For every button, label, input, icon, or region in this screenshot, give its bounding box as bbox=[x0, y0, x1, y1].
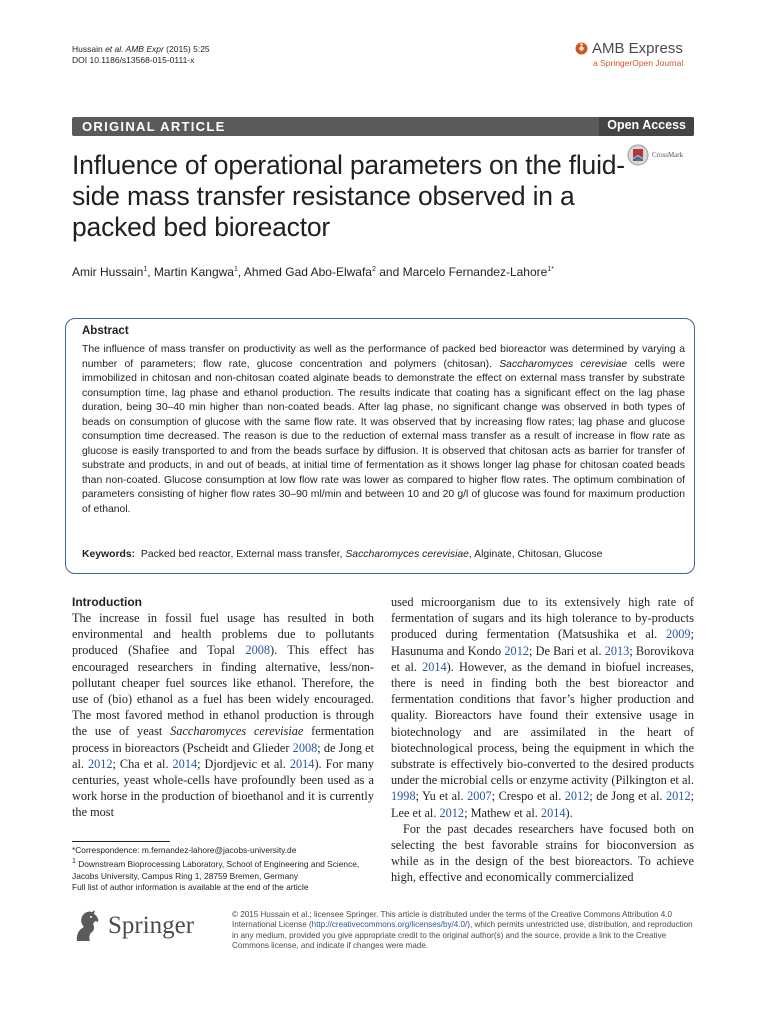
open-access-badge: Open Access bbox=[599, 117, 694, 136]
publisher-logo bbox=[72, 909, 194, 943]
body-paragraph: For the past decades researchers have focused both on selecting the best favorable strains for bioconversion as while as in the design of the best bioreactors. To achieve high, effective and economically commercialized bbox=[391, 821, 694, 885]
body-paragraph: used microorganism due to its extensively high rate of fermentation of sugars and its high tolerance to by-products produced during fermentation (Matsushika et al. 2009; Hasunuma and Kondo 2012; De Bari et al. 2013; Borovikova et al. 2014). However, as the demand in biofuel increases, there is need in finding both the best bioreactor and fermentation conditions that favor’s higher production and quality. Bioreactors have found their extensive usage in biotechnology and are assimilated in the heart of biotechnological process, being the equipment in which the substrate is effectively bio-converted to the desired products under the microbial cells or enzyme activity (Pilkington et al. 1998; Yu et al. 2007; Crespo et al. 2012; de Jong et al. 2012; Lee et al. 2012; Mathew et al. 2014). bbox=[391, 595, 695, 820]
body-column-right bbox=[391, 594, 694, 886]
journal-name: AMB Express bbox=[592, 40, 683, 57]
citation-link[interactable]: 2014 bbox=[422, 659, 447, 674]
citation-link[interactable]: 2014 bbox=[172, 756, 198, 771]
author-affiliation: 2 bbox=[371, 266, 376, 273]
amb-logo-icon bbox=[575, 42, 588, 55]
citation-link[interactable]: 2012 bbox=[439, 805, 465, 820]
citation-journal: et al. AMB Expr bbox=[105, 44, 164, 54]
keywords: Keywords: Packed bed reactor, External mass transfer, Saccharomyces cerevisiae, Alginate, Chitosan, Glucose bbox=[82, 549, 603, 560]
publisher-name: Springer bbox=[108, 912, 195, 939]
citation-link[interactable]: 2012 bbox=[87, 756, 113, 771]
correspondence-note: *Correspondence: m.fernandez-lahore@jacobs-university.de bbox=[72, 845, 297, 855]
journal-subtitle: a SpringerOpen Journal bbox=[593, 58, 684, 68]
crossmark-label: CrossMark bbox=[652, 151, 684, 159]
citation-link[interactable]: 2012 bbox=[504, 643, 529, 658]
author-name: , Ahmed Gad Abo-Elwafa bbox=[237, 265, 372, 279]
citation-link[interactable]: 2008 bbox=[292, 740, 318, 755]
citation-author: Hussain bbox=[72, 44, 106, 54]
citation-link[interactable]: 2012 bbox=[564, 789, 590, 804]
author-affiliation: 1 bbox=[143, 266, 148, 273]
citation-year: (2015) 5:25 bbox=[163, 44, 210, 54]
abstract-box bbox=[65, 318, 695, 574]
author-list bbox=[72, 265, 692, 279]
citation-link[interactable]: 2007 bbox=[467, 789, 492, 804]
author-name: and Marcelo Fernandez-Lahore bbox=[375, 265, 548, 279]
crossmark[interactable] bbox=[627, 144, 683, 166]
license-text: © 2015 Hussain et al.; licensee Springer. This article is distributed under the terms of the Creative Commons Attribution 4.0 International License (http://creativecommons.org/licenses/by/4.0/), which permits unrestricted use, distribution, and reproduction in any medium, provided you give appropriate credit to the original author(s) and the source, provide a link to the Creative Commons license, and indicate if changes were made. bbox=[232, 910, 693, 951]
citation-link[interactable]: 2009 bbox=[665, 627, 691, 642]
citation-link[interactable]: 1998 bbox=[391, 789, 416, 804]
body-column-left bbox=[72, 594, 374, 821]
citation-header bbox=[72, 44, 210, 66]
affiliation-note: $^1$ Downstream Bioprocessing Laboratory, School of Engineering and Science, Jacobs University, Campus Ring 1, 28759 Bremen, Germany bbox=[72, 858, 360, 881]
article-title: Influence of operational parameters on the fluid-side mass transfer resistance observed in a packed bed bioreactor bbox=[72, 150, 625, 242]
full-author-info-note: Full list of author information is available at the end of the article bbox=[72, 882, 309, 893]
footnotes bbox=[72, 845, 377, 893]
citation-link[interactable]: 2008 bbox=[245, 643, 271, 658]
keywords-label: Keywords: bbox=[82, 549, 136, 560]
springer-horse-icon bbox=[72, 909, 102, 943]
section-heading-introduction: Introduction bbox=[72, 595, 142, 609]
citation-link[interactable]: 2013 bbox=[604, 643, 630, 658]
doi: DOI 10.1186/s13568-015-0111-x bbox=[72, 55, 195, 65]
article-type-banner bbox=[72, 117, 694, 136]
author-affiliation: 1* bbox=[547, 266, 554, 273]
body-paragraph: The increase in fossil fuel usage has resulted in both environmental and health problems due to pollutants produced (Shafiee and Topal 2008). This effect has encouraged researchers in finding alternative, less/non-pollutant cheaper fuel sources like ethanol. Therefore, the use of (bio) ethanol as a fuel has been widely encouraged. The most favored method in ethanol production is through the use of yeast Saccharomyces cerevisiae fermentation process in bioreactors (Pscheidt and Glieder 2008; de Jong et al. 2012; Cha et al. 2014; Djordjevic et al. 2014). For many centuries, yeast whole-cells have profoundly been used as a work horse in the production of bioethanol and it is currently the most bbox=[72, 611, 375, 820]
journal-logo bbox=[575, 40, 705, 68]
citation-link[interactable]: 2014 bbox=[540, 805, 566, 820]
abstract-text: The influence of mass transfer on productivity as well as the performance of packed bed bioreactor was determined by varying a number of parameters; flow rate, glucose concentration and polymers (chitosan). Saccharomyces cerevisiae cells were immobilized in chitosan and non-chitosan coated alginate beads to demonstrate the effect on external mass transfer by substrate consumption time, lag phase and ethanol production. The results indicate that coating has a significant effect on the lag phase duration, being 30–40 min higher than non-coated beads. After lag phase, no significant change was observed in both types of beads on consumption of glucose with the same flow rate. It was observed that by increasing flow rates; lag phase and glucose consumption time decreased. The reason is due to the reduction of external mass transfer as a result of increase in flow rate as glucose is easily transported to and from the beads surface by diffusion. It is observed that chitosan acts as barrier for transfer of substrate and products, in and out of beads, at initial time of fermentation as it shows longer lag phase for chitosan coated beads than non-coated. Glucose consumption at low flow rate was lower as compared to higher flow rates. The optimum combination of parameters consisting of higher flow rates 30–90 ml/min and between 10 and 20 g/l of glucose was found for maximum production of ethanol. bbox=[82, 344, 685, 515]
citation-link[interactable]: 2014 bbox=[289, 756, 315, 771]
footnote-rule bbox=[72, 841, 170, 842]
author-affiliation: 1 bbox=[233, 266, 238, 273]
article-type: ORIGINAL ARTICLE bbox=[82, 119, 226, 134]
abstract-heading: Abstract bbox=[82, 325, 129, 337]
license-link[interactable]: http://creativecommons.org/licenses/by/4.0/ bbox=[311, 920, 468, 930]
author-name: Amir Hussain bbox=[72, 265, 144, 279]
author-name: , Martin Kangwa bbox=[147, 265, 234, 279]
citation-link[interactable]: 2012 bbox=[666, 789, 691, 804]
